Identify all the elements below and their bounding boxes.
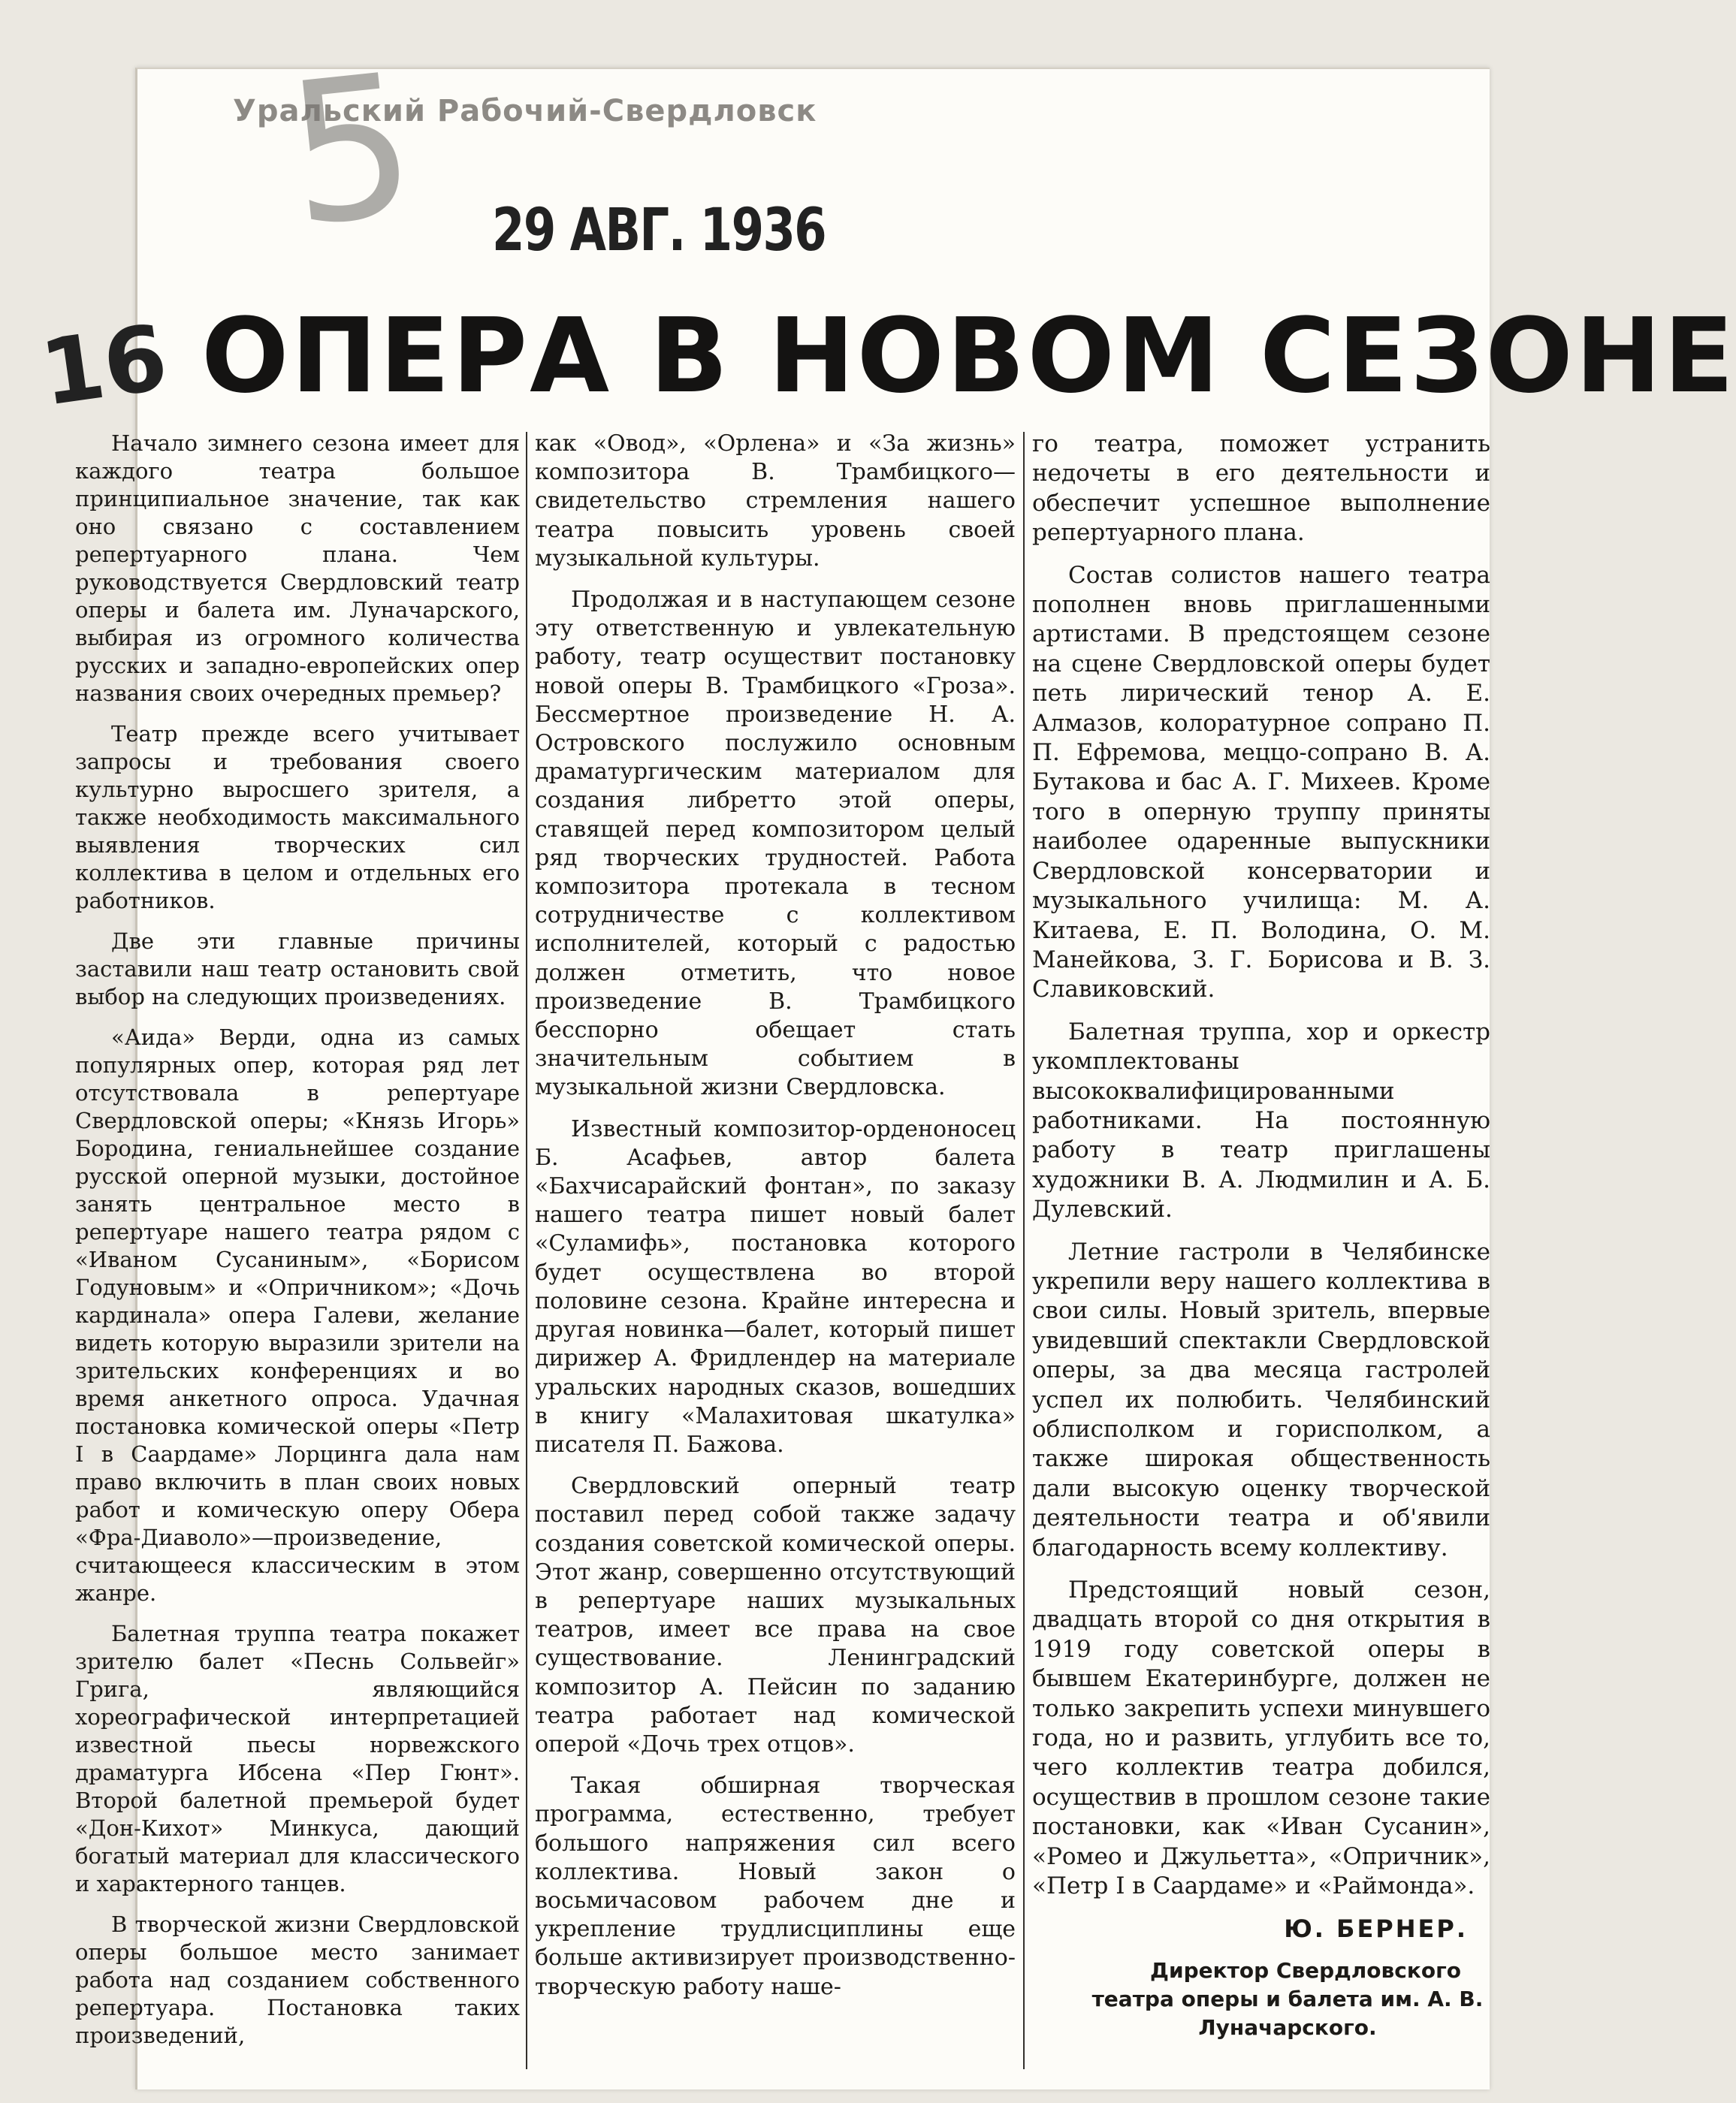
column-divider (526, 432, 527, 2069)
paragraph: Известный композитор-орденоносец Б. Асафьев, автор балета «Бахчисарайский фонтан», по заказу нашего театра пишет новый балет «Суламифь», постановка которого будет осуществлена во второй половине сезона. Крайне интересна и другая новинка—балет, который пишет дирижер А. Фридлендер на материале уральских народных сказов, вошедших в книгу «Малахитовая шкатулка» писателя П. Бажова. (535, 1115, 1016, 1458)
article-column-2 (535, 430, 1016, 2014)
paragraph: «Аида» Верди, одна из самых популярных опер, которая ряд лет отсутствовала в репертуаре Свердловской оперы; «Князь Игорь» Бородина, гениальнейшее создание русской оперной музыки, достойное занять центральное место в репертуаре нашего театра рядом с «Иваном Сусаниным», «Борисом Годуновым» и «Опричником»; «Дочь кардинала» опера Галеви, желание видеть которую выразили зрители на зрительских конференциях и во время анкетного опроса. Удачная постановка комической оперы «Петр I в Саардаме» Лорцинга дала нам право включить в план своих новых работ и комическую оперу Обера «Фра-Диаволо»—произведение, считающееся классическим в этом жанре. (75, 1024, 520, 1606)
paragraph: го театра, поможет устранить недочеты в его деятельности и обеспечит успешное выполнение репертуарного плана. (1032, 430, 1490, 547)
paragraph: Две эти главные причины заставили наш театр остановить свой выбор на следующих произведениях. (75, 928, 520, 1009)
handwritten-mark: 16 (35, 306, 174, 427)
paragraph: Балетная труппа, хор и оркестр укомплектованы высококвалифицированными работниками. На постоянную работу в театр приглашены художники В. А. Людмилин и А. Б. Дулевский. (1032, 1018, 1490, 1223)
date-stamp: 29 АВГ. 1936 (492, 197, 826, 264)
paragraph: как «Овод», «Орлена» и «За жизнь» композитора В. Трамбицкого—свидетельство стремления нашего театра повысить уровень своей музыкальной культуры. (535, 430, 1016, 572)
article-column-1 (75, 430, 520, 2062)
column-divider (1023, 432, 1025, 2069)
article-title: ОПЕРА В НОВОМ СЕЗОНЕ (201, 297, 1736, 416)
paragraph: Предстоящий новый сезон, двадцать второй со дня открытия в 1919 году советской оперы в бывшем Екатеринбурге, должен не только закрепить успехи минувшего года, но и развить, углубить все то, чего коллектив театра добился, осуществив в прошлом сезоне такие постановки, как «Иван Сусанин», «Ромео и Джульетта», «Опричник», «Петр I в Саардаме» и «Раймонда». (1032, 1576, 1490, 1900)
paragraph: Летние гастроли в Челябинске укрепили веру нашего коллектива в свои силы. Новый зритель, впервые увидевший спектакли Свердловской оперы, за два месяца гастролей успел их полюбить. Челябинский облисполком и горисполком, а также широкая общественность дали высокую оценку творческой деятельности театра и об'явили благодарность всему коллективу. (1032, 1238, 1490, 1561)
paragraph: Такая обширная творческая программа, естественно, требует большого напряжения сил всего коллектива. Новый закон о восьмичасовом рабочем дне и укрепление трудлисциплины еще больше активизирует производственно-творческую работу наше- (535, 1773, 1016, 2000)
article-column-3 (1032, 430, 1490, 2055)
author-title: Директор Свердловского театра оперы и балета им. А. В. Луначарского. (1091, 1957, 1484, 2040)
paragraph: Свердловский оперный театр поставил перед собой также задачу создания советской комической оперы. Этот жанр, совершенно отсутствующий в репертуаре наших музыкальных театров, имеет все права на свое существование. Ленинградский композитор А. Пейсин по заданию театра работает над комической оперой «Дочь трех отцов». (535, 1473, 1016, 1758)
paragraph: Продолжая и в наступающем сезоне эту ответственную и увлекательную работу, театр осуществит постановку новой оперы В. Трамбицкого «Гроза». Бессмертное произведение Н. А. Островского послужило основным драматургическим материалом для создания либретто этой оперы, ставящей перед композитором целый ряд творческих трудностей. Работа композитора протекала в тесном сотрудничестве с коллективом исполнителей, который с радостью должен отметить, что новое произведение В. Трамбицкого бесспорно обещает стать значительным событием в музыкальной жизни Свердловска. (535, 587, 1016, 1101)
handwritten-number: 5 (277, 32, 425, 270)
paragraph: Начало зимнего сезона имеет для каждого театра большое принципиальное значение, так как оно связано с составлением репертуарного плана. Чем руководствуется Свердловский театр оперы и балета им. Луначарского, выбирая из огромного количества русских и западно-европейских опер названия своих очередных премьер? (75, 430, 520, 706)
paragraph: Состав солистов нашего театра пополнен вновь приглашенными артистами. В предстоящем сезоне на сцене Свердловской оперы будет петь лирический тенор А. Е. Алмазов, колоратурное сопрано П. П. Ефремова, меццо-сопрано В. А. Бутакова и бас А. Г. Михеев. Кроме того в оперную труппу приняты наиболее одаренные выпускники Свердловской консерватории и музыкального училища: М. А. Китаева, Е. П. Володина, О. М. Манейкова, З. Г. Борисова и В. З. Славиковский. (1032, 561, 1490, 1003)
paragraph: В творческой жизни Свердловской оперы большое место занимает работа над созданием собственного репертуара. Постановка таких произведений, (75, 1911, 520, 2048)
source-stamp: Уральский Рабочий-Свердловск (233, 94, 817, 128)
author-name: Ю. БЕРНЕР. (1284, 1914, 1468, 1943)
paragraph: Театр прежде всего учитывает запросы и требования своего культурно выросшего зрителя, а также необходимость максимального выявления творческих сил коллектива в целом и отдельных его работников. (75, 721, 520, 913)
paragraph: Балетная труппа театра покажет зрителю балет «Песнь Сольвейг» Грига, являющийся хореографической интерпретацией известной пьесы норвежского драматурга Ибсена «Пер Гюнт». Второй балетной премьерой будет «Дон-Кихот» Минкуса, дающий богатый материал для классического и характерного танцев. (75, 1621, 520, 1896)
